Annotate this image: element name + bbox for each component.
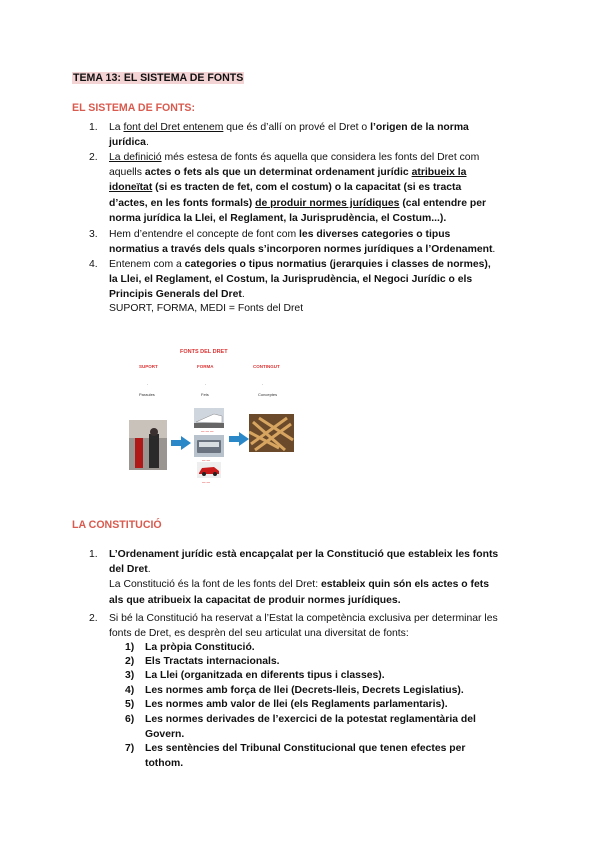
list-number: 3. — [89, 229, 98, 240]
diagram-small-label: Fets — [201, 392, 209, 397]
fonts-del-dret-diagram: FONTS DEL DRET SUPORT FORMA CONTINGUT · · · Paraules Fets Conceptes — — — — — — — — [125, 342, 325, 492]
list-number: 1. — [89, 122, 98, 133]
document-title: TEMA 13: EL SISTEMA DE FONTS — [73, 72, 244, 84]
text-bold: normatius a través dels quals s’incorporen normes jurídiques a l’Ordenament — [109, 244, 493, 256]
text-bold: (cal entendre per — [399, 197, 487, 209]
text: Entenem com a — [109, 259, 185, 270]
text: La Constitució és la font de les fonts del Dret: — [109, 579, 321, 591]
text-bold: L’Ordenament jurídic està encapçalat per la Constitució que estableix les fonts — [109, 549, 499, 560]
bus-photo-icon — [194, 435, 224, 457]
text-bold: les diverses categories o tipus — [299, 229, 451, 240]
car-photo-icon — [197, 462, 221, 478]
text-bold: estableix quin són els actes o fets — [320, 579, 490, 591]
text-underlined: La definició — [109, 152, 162, 163]
train-photo-icon — [194, 408, 224, 428]
text-bold: als que atribueix la capacitat de produir normes jurídiques. — [109, 594, 401, 606]
text-bold: del Dret — [109, 564, 148, 576]
section-heading-constitucio: LA CONSTITUCIÓ — [72, 519, 162, 531]
text: . — [241, 289, 245, 301]
text: més estesa de fonts és aquella que considera les fonts del Dret com — [161, 152, 480, 163]
text-bold: actes o fets als que un determinat ordenament jurídic — [144, 167, 412, 179]
text-bold-underlined: de produir normes jurídiques — [255, 197, 400, 209]
text: que és d’allí on prové el Dret o — [223, 122, 371, 133]
text-bold: l’origen de la norma — [370, 122, 469, 133]
text-underlined: font del Dret entenem — [123, 122, 224, 133]
arrow-right-icon — [171, 436, 191, 450]
text: Hem d’entendre el concepte de font com — [109, 229, 300, 240]
diagram-small-label: Paraules — [139, 392, 155, 397]
text-bold-underlined: idoneïtat — [109, 182, 153, 194]
text: . — [147, 564, 151, 576]
diagram-label-forma: FORMA — [197, 364, 214, 369]
text: Si bé la Constitució ha reservat a l’Estat la competència exclusiva per determinar les — [109, 613, 498, 624]
list-number: 2. — [89, 613, 98, 624]
list-number: 2. — [89, 152, 98, 163]
diagram-label-suport: SUPORT — [139, 364, 158, 369]
logs-photo-icon — [249, 414, 294, 452]
text-bold: la Llei, el Reglament, el Costum, la Jurisprudència, el Negoci Jurídic o els — [109, 274, 473, 286]
text: aquells — [109, 167, 145, 179]
text-bold: jurídica — [109, 137, 146, 149]
diagram-label-contingut: CONTINGUT — [253, 364, 280, 369]
text: . — [145, 137, 149, 149]
text-bold: categories o tipus normatius (jerarquies i classes de normes), — [184, 259, 491, 270]
arrow-right-icon — [229, 432, 249, 446]
list-number: 1. — [89, 549, 98, 560]
suport-forma-medi-text: SUPORT, FORMA, MEDI = Fonts del Dret — [109, 303, 304, 314]
diagram-title: FONTS DEL DRET — [180, 349, 228, 355]
suitcase-photo-icon — [129, 420, 167, 470]
text-bold: (si es tracten de fet, com el costum) o la capacitat (si es tracta — [152, 182, 462, 194]
section-heading-sistema: EL SISTEMA DE FONTS: — [72, 102, 196, 114]
list-number: 4. — [89, 259, 98, 270]
text: . — [492, 244, 496, 256]
text: fonts de Dret, es desprèn del seu articulat una diversitat de fonts: — [109, 628, 409, 640]
document-page: TEMA 13: EL SISTEMA DE FONTS EL SISTEMA DE FONTS: 1. La font del Dret entenem que és d’allí on prové el Dret o l’origen de la norma jurídica. 2. La definició més estesa de fonts és aquella que considera les fonts del Dret com aquells actes o fets als que un determinat ordenament jurídic atribueix la idoneïtat (si es tracten de fet, com el costum) o la capacitat (si es tracta d’actes, en les fonts formals) de produir normes jurídiques (cal entendre per norma jurídica la Llei, el Reglament, la Jurisprudència, el Costum...). 3. Hem d’entendre el concepte de font com les diverses categories o tipus normatius a través dels quals s’incorporen normes jurídiques a l’Ordenament. 4. Entenem com a categories o tipus normatius (jerarquies i classes de normes), la Llei, el Reglament, el Costum, la Jurisprudència, el Negoci Jurídic o els Principis Generals del Dret. SUPORT, FORMA, MEDI = Fonts del Dret FONTS DEL DRET SUPORT FORMA CONTINGUT · · · Paraules Fets Conceptes — — — — — — — LA CONSTITUCIÓ 1. L’Ordenament jurídic està encapçalat per la Constitució que estableix les fonts del Dret. La Constitució és la font de les fonts del Dret: estableix quin són els actes o fets als que atribueix la capacitat de produir normes jurídiques. 2. Si bé la Constitució ha reservat a l’Estat la competència exclusiva per determinar les fonts de Dret, es desprèn del seu articulat una diversitat de fonts: 1) La pròpia Constitució. 2) Els Tractats internacionals. 3) La Llei (organitzada en diferents tipus i classes). 4) Les normes amb força de llei (Decrets-lleis, Decrets Legislatius). 5) Les normes amb valor de llei (els Reglaments parlamentaris). 6) Les normes derivades de l’exercici de la potestat reglamentària del Govern. 7) Les sentències del Tribunal Constitucional que tenen efectes per tothom. — [72, 72, 499, 769]
text: La — [109, 122, 124, 133]
text-bold: d’actes, en les fonts formals) — [109, 197, 256, 209]
text-bold: norma jurídica la Llei, el Reglament, la Jurisprudència, el Costum...). — [109, 212, 447, 224]
text-bold: Principis Generals del Dret — [109, 289, 242, 301]
text-bold-underlined: atribueix la — [411, 167, 467, 179]
diagram-small-label: Conceptes — [258, 392, 278, 397]
